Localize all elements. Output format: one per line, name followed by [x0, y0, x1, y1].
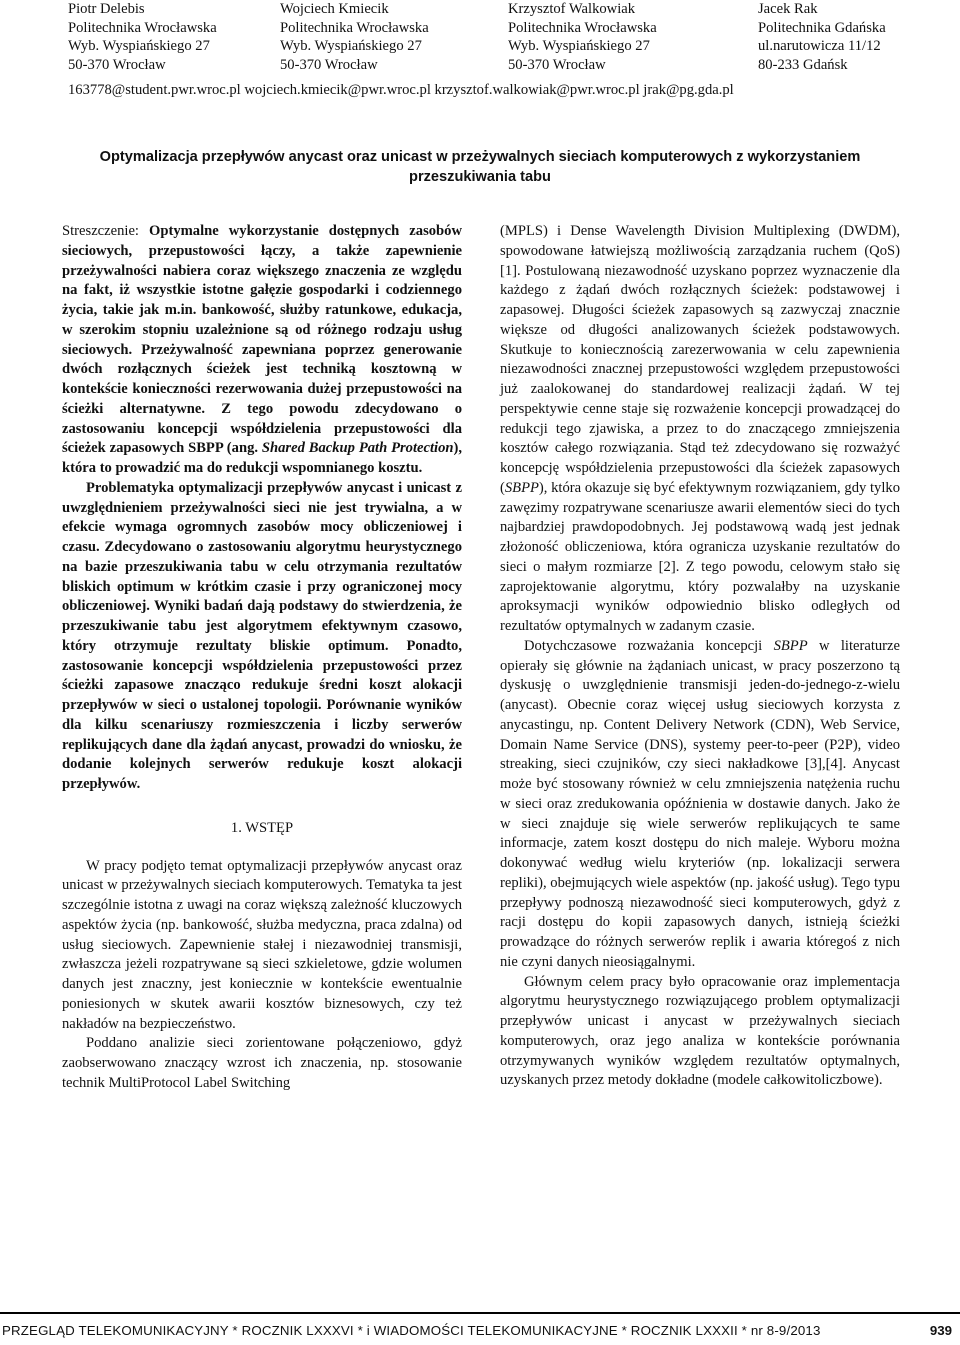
intro-italic-sbpp-2: SBPP: [773, 637, 808, 654]
abstract-paragraph-2: Problematyka optymalizacji przepływów anycast i unicast z uwzględnieniem przeżywalności sieci nie jest trywialna, a w efekcie wymaga ogromnych zasobów mocy obliczeniowej i czasu. Zdecydowano o zastosowaniu algorytmu heurystycznego na bazie przeszukiwania tabu w celu otrzymania rezultatów bliskich optimum w krótkim czasie i przy ograniczonej mocy obliczeniowej. Wyniki badań dają podstawy do stwierdzenia, że przeszukiwanie tabu jest algorytmem efektywnym czasowo, który otrzymuje rezultaty bliskie optimum. Ponadto, zastosowanie koncepcji współdzielenia przepustowości przez ścieżki zapasowe znacząco redukuje średni koszt alokacji przepływów w sieci o ustalonej topologii. Porównanie wyników dla kilku scenariuszy rozmieszczenia i liczby serwerów replikujących dane dla żądań anycast, prowadzi do wniosku, że dodanie kolejnych serwerów redukuje koszt alokacji przepływów.: [62, 479, 462, 792]
author-1: [68, 0, 217, 74]
author-street: Wyb. Wyspiańskiego 27: [508, 38, 650, 54]
page-footer: [0, 1312, 960, 1345]
author-2: [280, 0, 429, 74]
author-street: ul.narutowicza 11/12: [758, 38, 881, 54]
author-city: 50-370 Wrocław: [280, 56, 378, 73]
intro-text-3a: Dotychczasowe rozważania koncepcji: [524, 637, 774, 654]
abstract-paragraph-1: [62, 222, 462, 479]
intro-paragraph-1: W pracy podjęto temat optymalizacji przepływów anycast oraz unicast w przeżywalnych sieciach komputerowych. Tematyka ta jest szczególnie istotna z uwagi na coraz większą zależność kluczowych aspektów życia (np. bankowość, służba medyczna, praca zdalna) od usług sieciowych. Zapewnienie stałej i niezawodniej transmisji, zwłaszcza jeżeli rozpatrywane są sieci szkieletowe, gdzie wolumen danych jest znaczny, jest koniecznie w kontekście ewentualnie poniesionych w skutek awarii kosztów biznesowych, czy też nakładów na bezpieczeństwo.: [62, 857, 462, 1032]
author-city: 80-233 Gdańsk: [758, 56, 848, 73]
page-number: 939: [929, 1323, 952, 1338]
intro-text-3b: w literaturze opierały się głównie na żądaniach unicast, w pracy poszerzono tą dyskusję o uwzględnienie transmisji jeden-do-jednego-z-wielu (anycast). Obecnie coraz więcej usług sieciowych korzysta z anycastingu, np. Content Delivery Network (CDN), Web Service, Domain Name Service (DNS), systemy peer-to-peer (P2P), video streaking, sieci czujników, czy sieci nakładkowe [3],[4]. Anycast może być stosowany również w celu zmniejszenia natężenia ruchu w sieci oraz zredukowania opóźnienia w dostawie danych. Jako że w sieci znajduje się wiele serwerów replikujących te same informacje, zatem koszt dostępu do nich maleje. Wyboru można dokonywać według wielu kryteriów (np. lokalizacji serwera repliki), obejmujących wiele aspektów (np. jakość usług). Tego typu przepływy podnoszą niezawodność sieci komputerowych, gdyż z racji dostępu do kopii zapasowych danych, istnieją ścieżki prowadzące do różnych serwerów replik i awaria któregoś z nich nie czyni danych nieosiągalnymi.: [500, 637, 900, 970]
author-affiliation: Politechnika Wrocławska: [508, 19, 657, 36]
intro-paragraph-2-continued: [500, 222, 900, 637]
intro-text-2-tail: ), która okazuje się być efektywnym rozwiązaniem, gdy tylko zawęzimy rozpatrywane scenariusze awarii elementów sieci do tych najbardziej prawdopodobnych. Jej podstawową wadą jest jednak złożoność obliczeniowa, która ogranicza uzyskanie rezultatów do sieci o małym rozmiarze [2]. Z tego powodu, celowym stało się zaprojektowanie algorytmu, który pozwalałby na uzyskanie aproksymacji wyników odpowiednio blisko odległych od rezultatów optymalnych w zadanym czasie.: [500, 479, 900, 634]
abstract-text-1-tail: ), która to prowadzić ma do redukcji wspomnianego kosztu.: [62, 440, 463, 476]
left-column: [62, 222, 462, 1094]
author-emails: 163778@student.pwr.wroc.pl wojciech.kmiecik@pwr.wroc.pl krzysztof.walkowiak@pwr.wroc.pl jrak@pg.gda.pl: [68, 82, 734, 98]
intro-italic-sbpp: SBPP: [504, 479, 539, 496]
author-name: Krzysztof Walkowiak: [508, 1, 636, 17]
section-heading: 1. WSTĘP: [230, 819, 294, 836]
journal-footer-text: PRZEGLĄD TELEKOMUNIKACYJNY * ROCZNIK LXXXVI * i WIADOMOŚCI TELEKOMUNIKACYJNE * ROCZNIK LXXXII * nr 8-9/2013: [2, 1323, 821, 1338]
author-city: 50-370 Wrocław: [68, 56, 166, 73]
intro-text-2: (MPLS) i Dense Wavelength Division Multiplexing (DWDM), spowodowane łatwiejszą możliwością zarządzania ruchem (QoS) [1]. Postulowaną niezawodność uzyskano poprzez wyznaczenie dla każdego z żądań dwóch rozłącznych ścieżek: podstawowej i zapasowej. Długości ścieżek zapasowych są zazwyczaj znacznie większe od długości analizowanych ścieżek podstawowych. Skutkuje to koniecznością zarezerwowania w celu zapewnienia niezawodności znacznej przepustowości względem przepustowości już zaalokowanej do standardowej realizacji żądań. W tej perspektywie cenne staje się rozważenie koncepcji prowadzącej do redukcji tego zjawiska, a przez to do znaczącego zmniejszenia kosztów całego rozwiązania. Stąd też zdecydowano się rozważyć koncepcję współdzielenia przepustowości dla ścieżek zapasowych (: [500, 223, 900, 496]
intro-paragraph-4: Głównym celem pracy było opracowanie oraz implementacja algorytmu heurystycznego rozwiązującego problem optymalizacji przepływów unicast i anycast w przeżywalnych sieciach komputerowych, oraz jego analiza w kontekście porównania otrzymywanych wyników względem rezultatów optymalnych, uzyskanych przez metody dokładne (modele całkowitoliczbowe).: [500, 973, 900, 1089]
abstract-text-1: Optymalne wykorzystanie dostępnych zasobów sieciowych, przepustowości łączy, a także zapewnienie przeżywalności nabiera coraz większego znaczenia ze względu na fakt, iż wszystkie istotne gałęzie gospodarki i codziennego życia, takie jak m.in. bankowość, służby ratunkowe, edukacja, w szerokim stopniu uzależnione są od różnego rodzaju usług sieciowych. Przeżywalność zapewniana poprzez generowanie dwóch rozłącznych ścieżek jest techniką kosztowną w kontekście konieczności rezerwowania dużej przepustowości na ścieżki alternatywne. Z tego powodu zdecydowano o zastosowaniu koncepcji współdzielenia przepustowości dla ścieżek zapasowych SBPP (ang.: [62, 223, 462, 457]
author-name: Wojciech Kmiecik: [280, 1, 389, 17]
author-affiliation: Politechnika Wrocławska: [68, 19, 217, 36]
author-affiliation: Politechnika Gdańska: [758, 19, 886, 36]
author-name: Piotr Delebis: [68, 1, 145, 17]
intro-paragraph-3: [500, 637, 900, 973]
author-4: [758, 0, 886, 74]
author-city: 50-370 Wrocław: [508, 56, 606, 73]
intro-paragraph-2-start: Poddano analizie sieci zorientowane połączeniowo, gdyż zaobserwowano znaczący wzrost ich znaczenia, np. stosowanie technik MultiProtocol Label Switching: [62, 1035, 462, 1091]
author-3: [508, 0, 657, 74]
right-column: [500, 222, 900, 1091]
abstract-label: Streszczenie:: [62, 223, 139, 239]
author-street: Wyb. Wyspiańskiego 27: [280, 38, 422, 54]
paper-title: Optymalizacja przepływów anycast oraz unicast w przeżywalnych sieciach komputerowych z wykorzystaniem przeszukiwania tabu: [99, 149, 861, 185]
abstract: [62, 222, 462, 795]
author-street: Wyb. Wyspiańskiego 27: [68, 38, 210, 54]
author-affiliation: Politechnika Wrocławska: [280, 19, 429, 36]
abstract-italic-term: Shared Backup Path Protection: [261, 440, 454, 457]
author-name: Jacek Rak: [758, 1, 818, 17]
